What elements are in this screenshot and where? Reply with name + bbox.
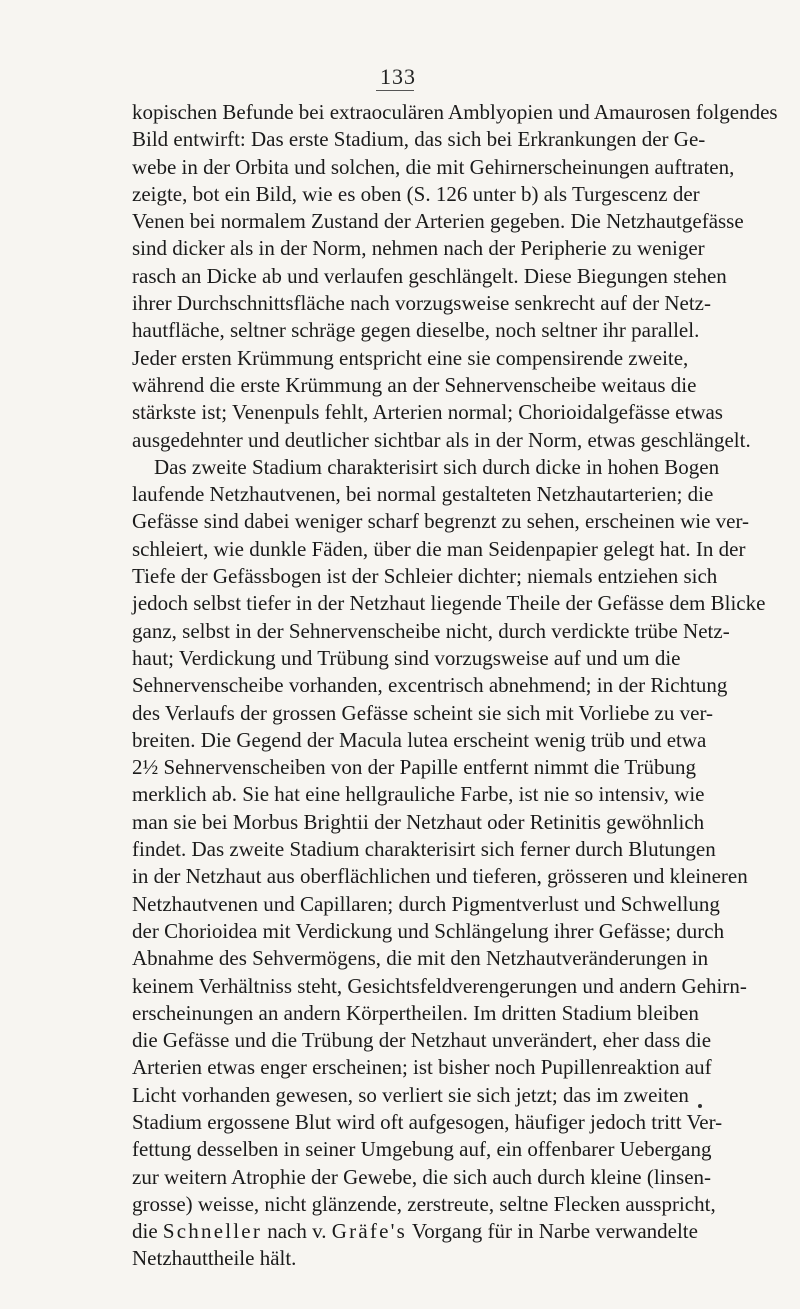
text-line-12: stärkste ist; Venenpuls fehlt, Arterien normal; Chorioidalgefässe etwas bbox=[132, 400, 723, 425]
text-line-25: 2½ Sehnervenscheiben von der Papille entfernt nimmt die Trübung bbox=[132, 755, 696, 780]
text-line-26: merklich ab. Sie hat eine hellgrauliche Farbe, ist nie so intensiv, wie bbox=[132, 782, 705, 807]
text-line-29: in der Netzhaut aus oberflächlichen und tieferen, grösseren und kleineren bbox=[132, 864, 748, 889]
text-line-18: Tiefe der Gefässbogen ist der Schleier dichter; niemals entziehen sich bbox=[132, 564, 718, 589]
text-line-14: Das zweite Stadium charakterisirt sich durch dicke in hohen Bogen bbox=[154, 454, 720, 479]
name-schneller: Schneller bbox=[162, 1219, 263, 1244]
text-line-3: webe in der Orbita und solchen, die mit Gehirnerscheinungen auftraten, bbox=[132, 154, 735, 179]
text-line-16: Gefässe sind dabei weniger scharf begrenzt zu sehen, erscheinen wie ver- bbox=[132, 509, 750, 534]
text-line-41: grosse) weisse, nicht glänzende, zerstreute, seltne Flecken ausspricht, bbox=[132, 1191, 716, 1216]
text-line-8: ihrer Durchschnittsfläche nach vorzugsweise senkrecht auf der Netz- bbox=[132, 291, 711, 316]
body-text bbox=[132, 99, 778, 1273]
text-line-17: schleiert, wie dunkle Fäden, über die man Seidenpapier gelegt hat. In der bbox=[132, 536, 746, 561]
text-line-33: keinem Verhältniss steht, Gesichtsfeldverengerungen und andern Gehirn- bbox=[132, 973, 747, 998]
text-line-13: ausgedehnter und deutlicher sichtbar als in der Norm, etwas geschlängelt. bbox=[132, 427, 751, 452]
text-line-32: Abnahme des Sehvermögens, die mit den Netzhautveränderungen in bbox=[132, 946, 709, 971]
text-line-36: Arterien etwas enger erscheinen; ist bisher noch Pupillenreaktion auf bbox=[132, 1055, 712, 1080]
text-line-42 bbox=[132, 1218, 698, 1245]
text-line-2: Bild entwirft: Das erste Stadium, das sich bei Erkrankungen der Ge- bbox=[132, 127, 706, 152]
text-line-40: zur weitern Atrophie der Gewebe, die sich auch durch kleine (linsen- bbox=[132, 1164, 712, 1189]
text-line-4: zeigte, bot ein Bild, wie es oben (S. 126 unter b) als Turgescenz der bbox=[132, 181, 700, 206]
text-line-31: der Chorioidea mit Verdickung und Schlängelung ihrer Gefässe; durch bbox=[132, 918, 725, 943]
final-line-mid: nach v. bbox=[262, 1219, 332, 1244]
text-line-6: sind dicker als in der Norm, nehmen nach der Peripherie zu weniger bbox=[132, 236, 705, 261]
text-line-28: findet. Das zweite Stadium charakterisirt sich ferner durch Blutungen bbox=[132, 837, 716, 862]
text-line-24: breiten. Die Gegend der Macula lutea erscheint wenig trüb und etwa bbox=[132, 727, 707, 752]
final-line-prefix: die bbox=[132, 1219, 163, 1244]
margin-dot bbox=[698, 1104, 702, 1108]
text-line-30: Netzhautvenen und Capillaren; durch Pigmentverlust und Schwellung bbox=[132, 891, 720, 916]
text-line-35: die Gefässe und die Trübung der Netzhaut unverändert, eher dass die bbox=[132, 1028, 712, 1053]
page-number-underline bbox=[376, 90, 414, 91]
text-line-34: erscheinungen an andern Körpertheilen. Im dritten Stadium bleiben bbox=[132, 1000, 699, 1025]
text-line-1: kopischen Befunde bei extraoculären Amblyopien und Amaurosen folgendes bbox=[132, 100, 778, 124]
page-number: 133 bbox=[380, 64, 416, 89]
text-line-20: ganz, selbst in der Sehnervenscheibe nicht, durch verdickte trübe Netz- bbox=[132, 618, 730, 643]
text-line-38: Stadium ergossene Blut wird oft aufgesogen, häufiger jedoch tritt Ver- bbox=[132, 1109, 723, 1134]
text-line-21: haut; Verdickung und Trübung sind vorzugsweise auf und um die bbox=[132, 645, 681, 670]
text-line-27: man sie bei Morbus Brightii der Netzhaut oder Retinitis gewöhnlich bbox=[132, 809, 705, 834]
text-line-22: Sehnervenscheibe vorhanden, excentrisch abnehmend; in der Richtung bbox=[132, 673, 728, 698]
text-line-11: während die erste Krümmung an der Sehnervenscheibe weitaus die bbox=[132, 372, 697, 397]
text-line-7: rasch an Dicke ab und verlaufen geschlängelt. Diese Biegungen stehen bbox=[132, 263, 727, 288]
text-line-9: hautfläche, seltner schräge gegen dieselbe, noch seltner ihr parallel. bbox=[132, 318, 700, 343]
text-line-23: des Verlaufs der grossen Gefässe scheint sie sich mit Vorliebe zu ver- bbox=[132, 700, 714, 725]
final-line-suffix: Vorgang für in Narbe verwandelte bbox=[406, 1219, 698, 1244]
text-line-43: Netzhauttheile hält. bbox=[132, 1246, 297, 1271]
name-graefe: Gräfe's bbox=[331, 1219, 407, 1244]
text-line-39: fettung desselben in seiner Umgebung auf, ein offenbarer Uebergang bbox=[132, 1137, 712, 1162]
text-line-5: Venen bei normalem Zustand der Arterien gegeben. Die Netzhautgefässe bbox=[132, 209, 744, 234]
text-line-37: Licht vorhanden gewesen, so verliert sie sich jetzt; das im zweiten bbox=[132, 1082, 689, 1107]
text-line-19: jedoch selbst tiefer in der Netzhaut liegende Theile der Gefässe dem Blicke bbox=[132, 591, 766, 616]
text-line-10: Jeder ersten Krümmung entspricht eine sie compensirende zweite, bbox=[132, 345, 689, 370]
text-line-15: laufende Netzhautvenen, bei normal gestalteten Netzhautarterien; die bbox=[132, 482, 714, 507]
